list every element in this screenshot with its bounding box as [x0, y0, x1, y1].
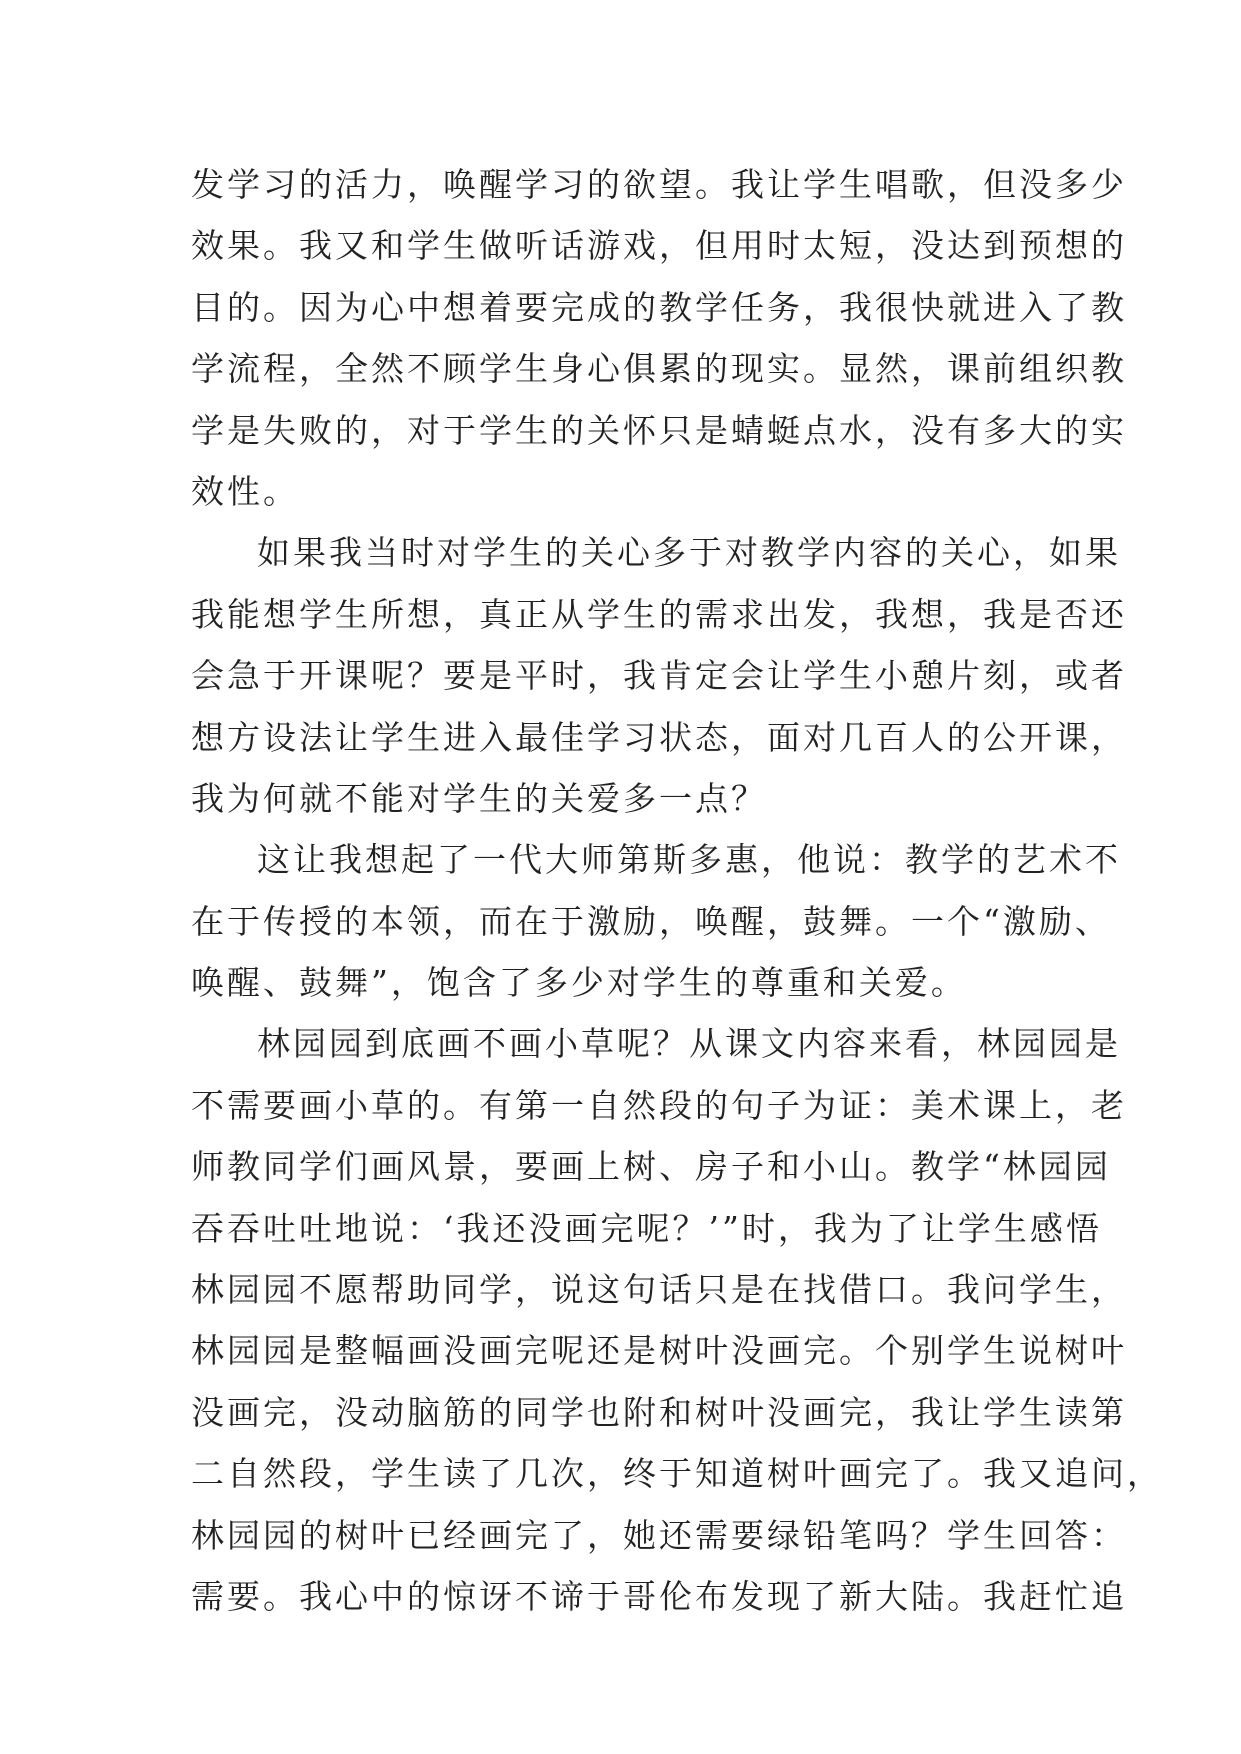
text-line: 唤醒、鼓舞”，饱含了多少对学生的尊重和关爱。 [191, 963, 967, 1003]
text-line: 如果我当时对学生的关心多于对教学内容的关心，如果 [257, 533, 1121, 573]
text-line: 会急于开课呢？要是平时，我肯定会让学生小憩片刻，或者 [191, 656, 1127, 696]
text-line: 学是失败的，对于学生的关怀只是蜻蜓点水，没有多大的实 [191, 410, 1127, 450]
document-body [191, 154, 1163, 1627]
text-line: 不需要画小草的。有第一自然段的句子为证：美术课上，老 [191, 1085, 1127, 1125]
paragraph-3 [191, 829, 1121, 1013]
text-line: 我为何就不能对学生的关爱多一点？ [191, 778, 767, 818]
text-line: 没画完，没动脑筋的同学也附和树叶没画完，我让学生读第 [191, 1392, 1127, 1432]
text-line: 发学习的活力，唤醒学习的欲望。我让学生唱歌，但没多少 [191, 165, 1127, 204]
text-line: 师教同学们画风景，要画上树、房子和小山。教学“林园园 [191, 1147, 1111, 1187]
text-line: 二自然段，学生读了几次，终于知道树叶画完了。我又追问， [191, 1454, 1163, 1494]
text-line: 需要。我心中的惊讶不谛于哥伦布发现了新大陆。我赶忙追 [191, 1576, 1127, 1616]
text-line: 想方设法让学生进入最佳学习状态，面对几百人的公开课， [191, 717, 1127, 757]
text-line: 林园园到底画不画小草呢？从课文内容来看，林园园是 [257, 1024, 1121, 1064]
text-line: 学流程，全然不顾学生身心俱累的现实。显然，课前组织教 [191, 349, 1127, 389]
text-line: 吞吞吐吐地说：‘我还没画完呢？’”时，我为了让学生感悟 [191, 1208, 1102, 1248]
paragraph-4 [191, 1013, 1163, 1627]
text-line: 林园园不愿帮助同学，说这句话只是在找借口。我问学生， [191, 1270, 1127, 1310]
text-line: 在于传授的本领，而在于激励，唤醒，鼓舞。一个“激励、 [191, 901, 1111, 941]
text-line: 效果。我又和学生做听话游戏，但用时太短，没达到预想的 [191, 226, 1127, 266]
text-line: 我能想学生所想，真正从学生的需求出发，我想，我是否还 [191, 594, 1127, 634]
paragraph-2 [191, 522, 1127, 829]
text-line: 效性。 [191, 471, 299, 511]
text-line: 林园园是整幅画没画完呢还是树叶没画完。个别学生说树叶 [191, 1331, 1127, 1371]
text-line: 目的。因为心中想着要完成的教学任务，我很快就进入了教 [191, 287, 1127, 327]
text-line: 这让我想起了一代大师第斯多惠，他说：教学的艺术不 [257, 840, 1121, 880]
paragraph-1 [191, 154, 1127, 522]
text-line: 林园园的树叶已经画完了，她还需要绿铅笔吗？学生回答： [191, 1515, 1127, 1555]
